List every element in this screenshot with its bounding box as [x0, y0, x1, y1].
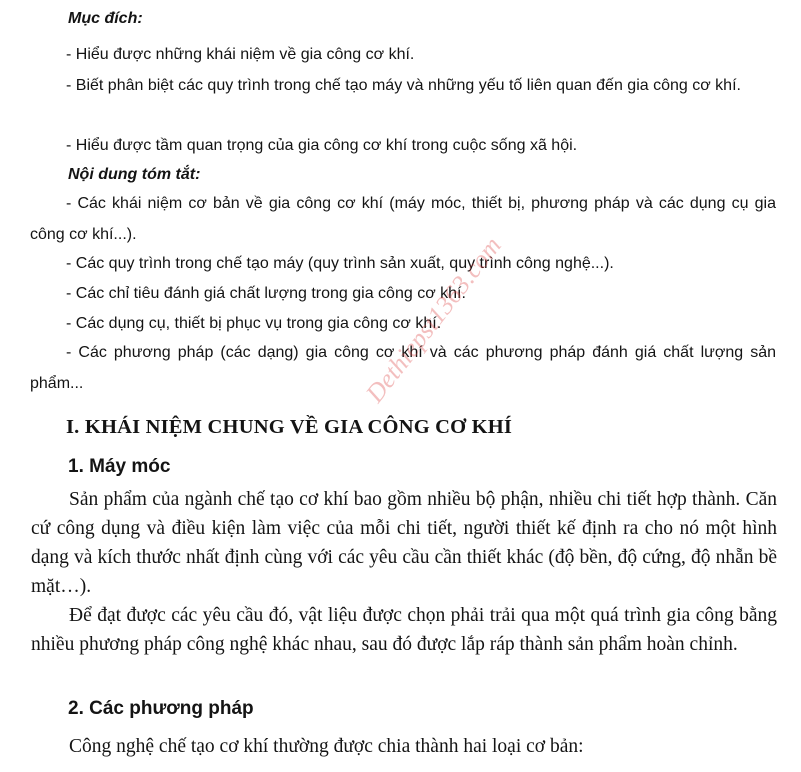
summary-heading: Nội dung tóm tắt:	[68, 166, 201, 183]
subsection-1-paragraph-1: Sản phẩm của ngành chế tạo cơ khí bao gồm nhiều bộ phận, nhiều chi tiết hợp thành. Căn cứ công dụng và điều kiện làm việc của mỗi chi tiết, người thiết kế định ra cho nó một hình dạng và kích thước nhất định cùng với các yêu cầu cần thiết khác (độ bền, độ cứng, độ nhẵn bề mặt…).	[31, 489, 777, 597]
subsection-2-title: 2. Các phương pháp	[68, 698, 254, 719]
purpose-item-2: - Biết phân biệt các quy trình trong chế tạo máy và những yếu tố liên quan đến gia công cơ khí.	[66, 77, 741, 94]
summary-item-1: - Các khái niệm cơ bản về gia công cơ khí (máy móc, thiết bị, phương pháp và các dụng cụ gia công cơ khí...).	[30, 195, 776, 243]
summary-item-5: - Các phương pháp (các dạng) gia công cơ khí và các phương pháp đánh giá chất lượng sản phẩm...	[30, 344, 776, 392]
purpose-item-3: - Hiểu được tầm quan trọng của gia công cơ khí trong cuộc sống xã hội.	[66, 137, 578, 154]
summary-item-4: - Các dụng cụ, thiết bị phục vụ trong gia công cơ khí.	[66, 315, 442, 332]
subsection-1-title: 1. Máy móc	[68, 456, 171, 477]
purpose-item-1: - Hiểu được những khái niệm về gia công cơ khí.	[66, 46, 415, 63]
purpose-heading: Mục đích:	[68, 10, 143, 27]
watermark-text: Dethiepst1363.com	[360, 231, 507, 408]
subsection-2-paragraph-1: Công nghệ chế tạo cơ khí thường được chia thành hai loại cơ bản:	[69, 736, 584, 757]
chapter-heading: I. KHÁI NIỆM CHUNG VỀ GIA CÔNG CƠ KHÍ	[66, 416, 513, 438]
summary-item-2: - Các quy trình trong chế tạo máy (quy trình sản xuất, quy trình công nghệ...).	[66, 255, 614, 272]
subsection-1-paragraph-2: Để đạt được các yêu cầu đó, vật liệu được chọn phải trải qua một quá trình gia công bằng nhiều phương pháp công nghệ khác nhau, sau đó được lắp ráp thành sản phẩm hoàn chỉnh.	[31, 605, 777, 655]
summary-item-3: - Các chỉ tiêu đánh giá chất lượng trong gia công cơ khí.	[66, 285, 466, 302]
